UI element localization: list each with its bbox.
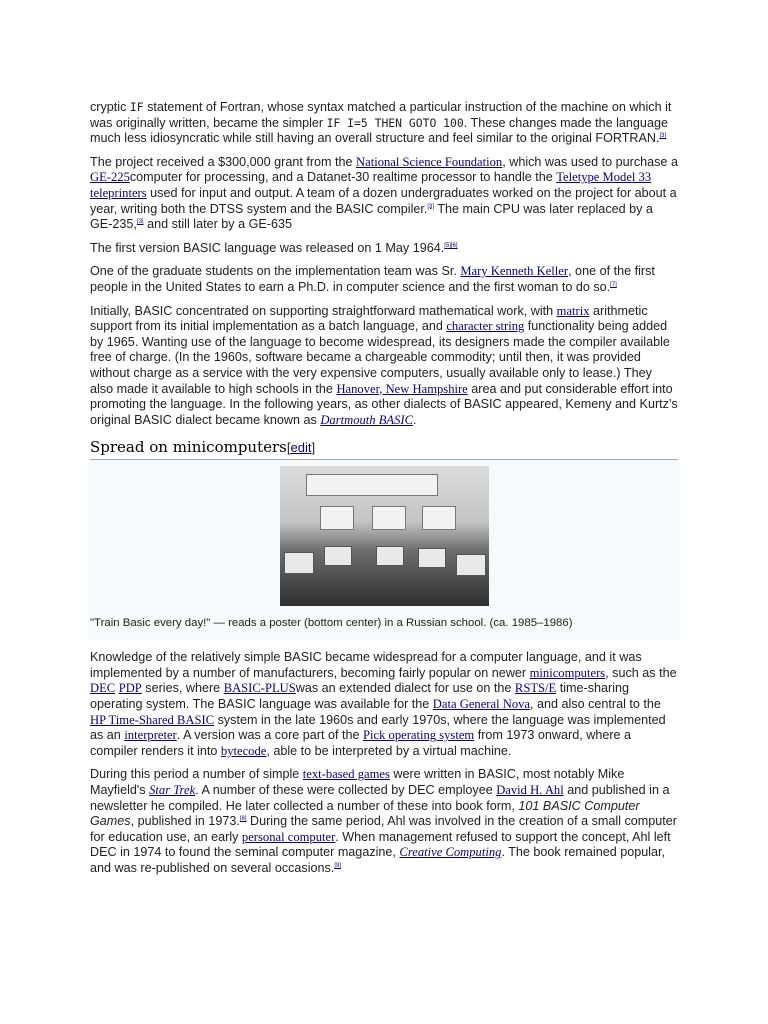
paragraph-initially bbox=[90, 304, 678, 429]
link-david-h-ahl[interactable]: David H. Ahl bbox=[496, 783, 564, 798]
text: time-sharing operating system. The BASIC language was available for the bbox=[90, 681, 630, 712]
link-teleprinters[interactable]: teleprinters bbox=[90, 185, 147, 200]
text: . These changes made the language much less idiosyncratic while still having an overall structure and feel similar to the original FORTRAN. bbox=[90, 115, 668, 146]
text: functionality being added by 1965. Wanting use of the language to become widespread, its designers made the compiler available free of charge. (In the 1960s, software became a chargeable commodity; until then, it was provided without charge as a service with the very expensive computers, usually available only to lease.) They also made it available to high schools in the bbox=[90, 319, 670, 396]
link-star-trek[interactable]: Star Trek bbox=[149, 783, 196, 798]
paragraph-keller bbox=[90, 264, 678, 295]
link-dartmouth-basic[interactable]: Dartmouth BASIC bbox=[320, 412, 414, 427]
link-character-string[interactable]: character string bbox=[446, 319, 525, 334]
monitor bbox=[324, 546, 352, 566]
citation-7[interactable]: [7] bbox=[610, 281, 617, 288]
link-mary-kenneth-keller[interactable]: Mary Kenneth Keller bbox=[460, 264, 569, 279]
citation-3[interactable]: [3] bbox=[659, 133, 667, 139]
classroom-photo[interactable] bbox=[280, 466, 489, 606]
text: , such as the bbox=[605, 665, 677, 680]
edit-link[interactable]: edit bbox=[290, 440, 312, 456]
link-data-general-nova[interactable]: Data General Nova bbox=[432, 697, 530, 712]
link-creative-computing[interactable]: Creative Computing bbox=[399, 845, 502, 860]
book-title: 101 BASIC Computer Games bbox=[90, 798, 640, 829]
text: , published in 1973. bbox=[130, 814, 240, 829]
edit-bracket: [ bbox=[286, 440, 291, 456]
text: statement of Fortran, whose syntax matched a particular instruction of the machine on which it was originally written, became the simpler bbox=[90, 100, 672, 130]
poster-left bbox=[320, 506, 354, 530]
citation-3[interactable]: [3] bbox=[136, 218, 144, 225]
paragraph-fortran bbox=[90, 100, 678, 147]
text: During the same period, Ahl was involved in the creation of a small computer for education use, an early bbox=[90, 814, 678, 844]
link-matrix[interactable]: matrix bbox=[556, 303, 590, 318]
text: The project received a $300,000 grant from the bbox=[90, 154, 357, 169]
text: During this period a number of simple bbox=[90, 767, 303, 782]
text: , one of the first people in the United States to earn a Ph.D. in computer science and the first woman to do so. bbox=[90, 264, 655, 294]
monitor bbox=[284, 552, 314, 574]
link-pick-operating-system[interactable]: Pick operating system bbox=[362, 728, 475, 743]
link-teletype-model-33[interactable]: Teletype Model 33 bbox=[556, 170, 652, 185]
link-pdp[interactable]: PDP bbox=[118, 681, 142, 696]
text: , able to be interpreted by a virtual machine. bbox=[266, 743, 512, 758]
link-text-based-games[interactable]: text-based games bbox=[302, 767, 390, 782]
text: arithmetic support from its initial implementation as a batch language, and bbox=[90, 303, 648, 334]
text: One of the graduate students on the implementation team was Sr. bbox=[90, 264, 461, 279]
paragraph-grant bbox=[90, 155, 678, 233]
monitor bbox=[456, 554, 486, 576]
poster-banner bbox=[306, 474, 438, 496]
text: , which was used to purchase a bbox=[502, 154, 678, 169]
text: . The book remained popular, and was re-published on several occasions. bbox=[90, 845, 666, 875]
link-hanover-new-hampshire[interactable]: Hanover, New Hampshire bbox=[336, 381, 468, 396]
text: were written in BASIC, most notably Mike Mayfield's bbox=[90, 767, 625, 798]
text: from 1973 onward, where a compiler renders it into bbox=[90, 728, 632, 758]
link-dec[interactable]: DEC bbox=[90, 681, 116, 696]
text: and still later by a GE-635 bbox=[143, 217, 292, 232]
text: area and put considerable effort into promoting the language. In the following years, as other dialects of BASIC appeared, Kemeny and Kurtz's original BASIC dialect became known as bbox=[90, 381, 678, 427]
poster-right bbox=[422, 506, 456, 530]
poster-center bbox=[372, 506, 406, 530]
edit-bracket: ] bbox=[311, 440, 316, 456]
link-hp-time-shared-basic[interactable]: HP Time-Shared BASIC bbox=[90, 712, 215, 727]
code-if-then: IF I=5 THEN GOTO 100 bbox=[326, 115, 464, 130]
link-ge-225[interactable]: GE-225 bbox=[90, 170, 130, 185]
text: was an extended dialect for use on the bbox=[295, 681, 515, 696]
monitor bbox=[376, 546, 404, 566]
text: Knowledge of the relatively simple BASIC became widespread for a computer language, and it was implemented by a number of manufacturers, becoming fairly popular on newer bbox=[90, 650, 642, 680]
text: The main CPU was later replaced by a GE-235, bbox=[90, 201, 653, 232]
paragraph-first-version bbox=[90, 241, 678, 257]
link-personal-computer[interactable]: personal computer bbox=[241, 829, 336, 844]
text: computer for processing, and a Datanet-30 realtime processor to handle the bbox=[129, 170, 557, 185]
link-minicomputers[interactable]: minicomputers bbox=[529, 665, 606, 680]
link-basic-plus[interactable]: BASIC-PLUS bbox=[223, 681, 296, 696]
figure bbox=[88, 460, 680, 640]
figure-caption: "Train Basic every day!" — reads a poster (bottom center) in a Russian school. (ca. 1985–1986) bbox=[90, 617, 573, 630]
text: cryptic bbox=[90, 100, 130, 114]
text: . When management refused to support the concept, Ahl left DEC in 1974 to found the seminal computer magazine, bbox=[90, 829, 671, 860]
citation-8[interactable]: [8] bbox=[239, 816, 247, 823]
text: . A number of these were collected by DEC employee bbox=[195, 783, 497, 798]
citation-5-6[interactable]: [5][6] bbox=[444, 242, 458, 249]
link-national-science-foundation[interactable]: National Science Foundation bbox=[356, 154, 503, 169]
text: , and also central to the bbox=[530, 697, 661, 712]
monitor bbox=[418, 548, 446, 568]
text: The first version BASIC language was released on 1 May 1964. bbox=[90, 240, 445, 255]
section-heading bbox=[90, 438, 678, 460]
link-rsts-e[interactable]: RSTS/E bbox=[514, 681, 557, 696]
paragraph-games bbox=[90, 767, 678, 876]
text: used for input and output. A team of a dozen undergraduates worked on the project for about a year, writing both the DTSS system and the BASIC compiler. bbox=[90, 185, 677, 216]
citation-9[interactable]: [9] bbox=[334, 862, 341, 869]
text: and published in a newsletter he compiled. He later collected a number of these into book form, bbox=[90, 783, 670, 813]
text: . bbox=[413, 412, 417, 427]
article-body bbox=[90, 100, 678, 885]
paragraph-manufacturers bbox=[90, 650, 678, 759]
code-if: IF bbox=[129, 100, 144, 114]
citation-3[interactable]: [3] bbox=[427, 203, 435, 210]
link-interpreter[interactable]: interpreter bbox=[124, 728, 177, 743]
text: . A version was a core part of the bbox=[176, 728, 363, 743]
section-title: Spread on minicomputers bbox=[90, 438, 287, 457]
text: series, where bbox=[141, 681, 224, 696]
link-bytecode[interactable]: bytecode bbox=[220, 743, 267, 758]
text: system in the late 1960s and early 1970s, where the language was implemented as an bbox=[90, 712, 666, 743]
text: Initially, BASIC concentrated on supporting straightforward mathematical work, with bbox=[90, 303, 557, 318]
